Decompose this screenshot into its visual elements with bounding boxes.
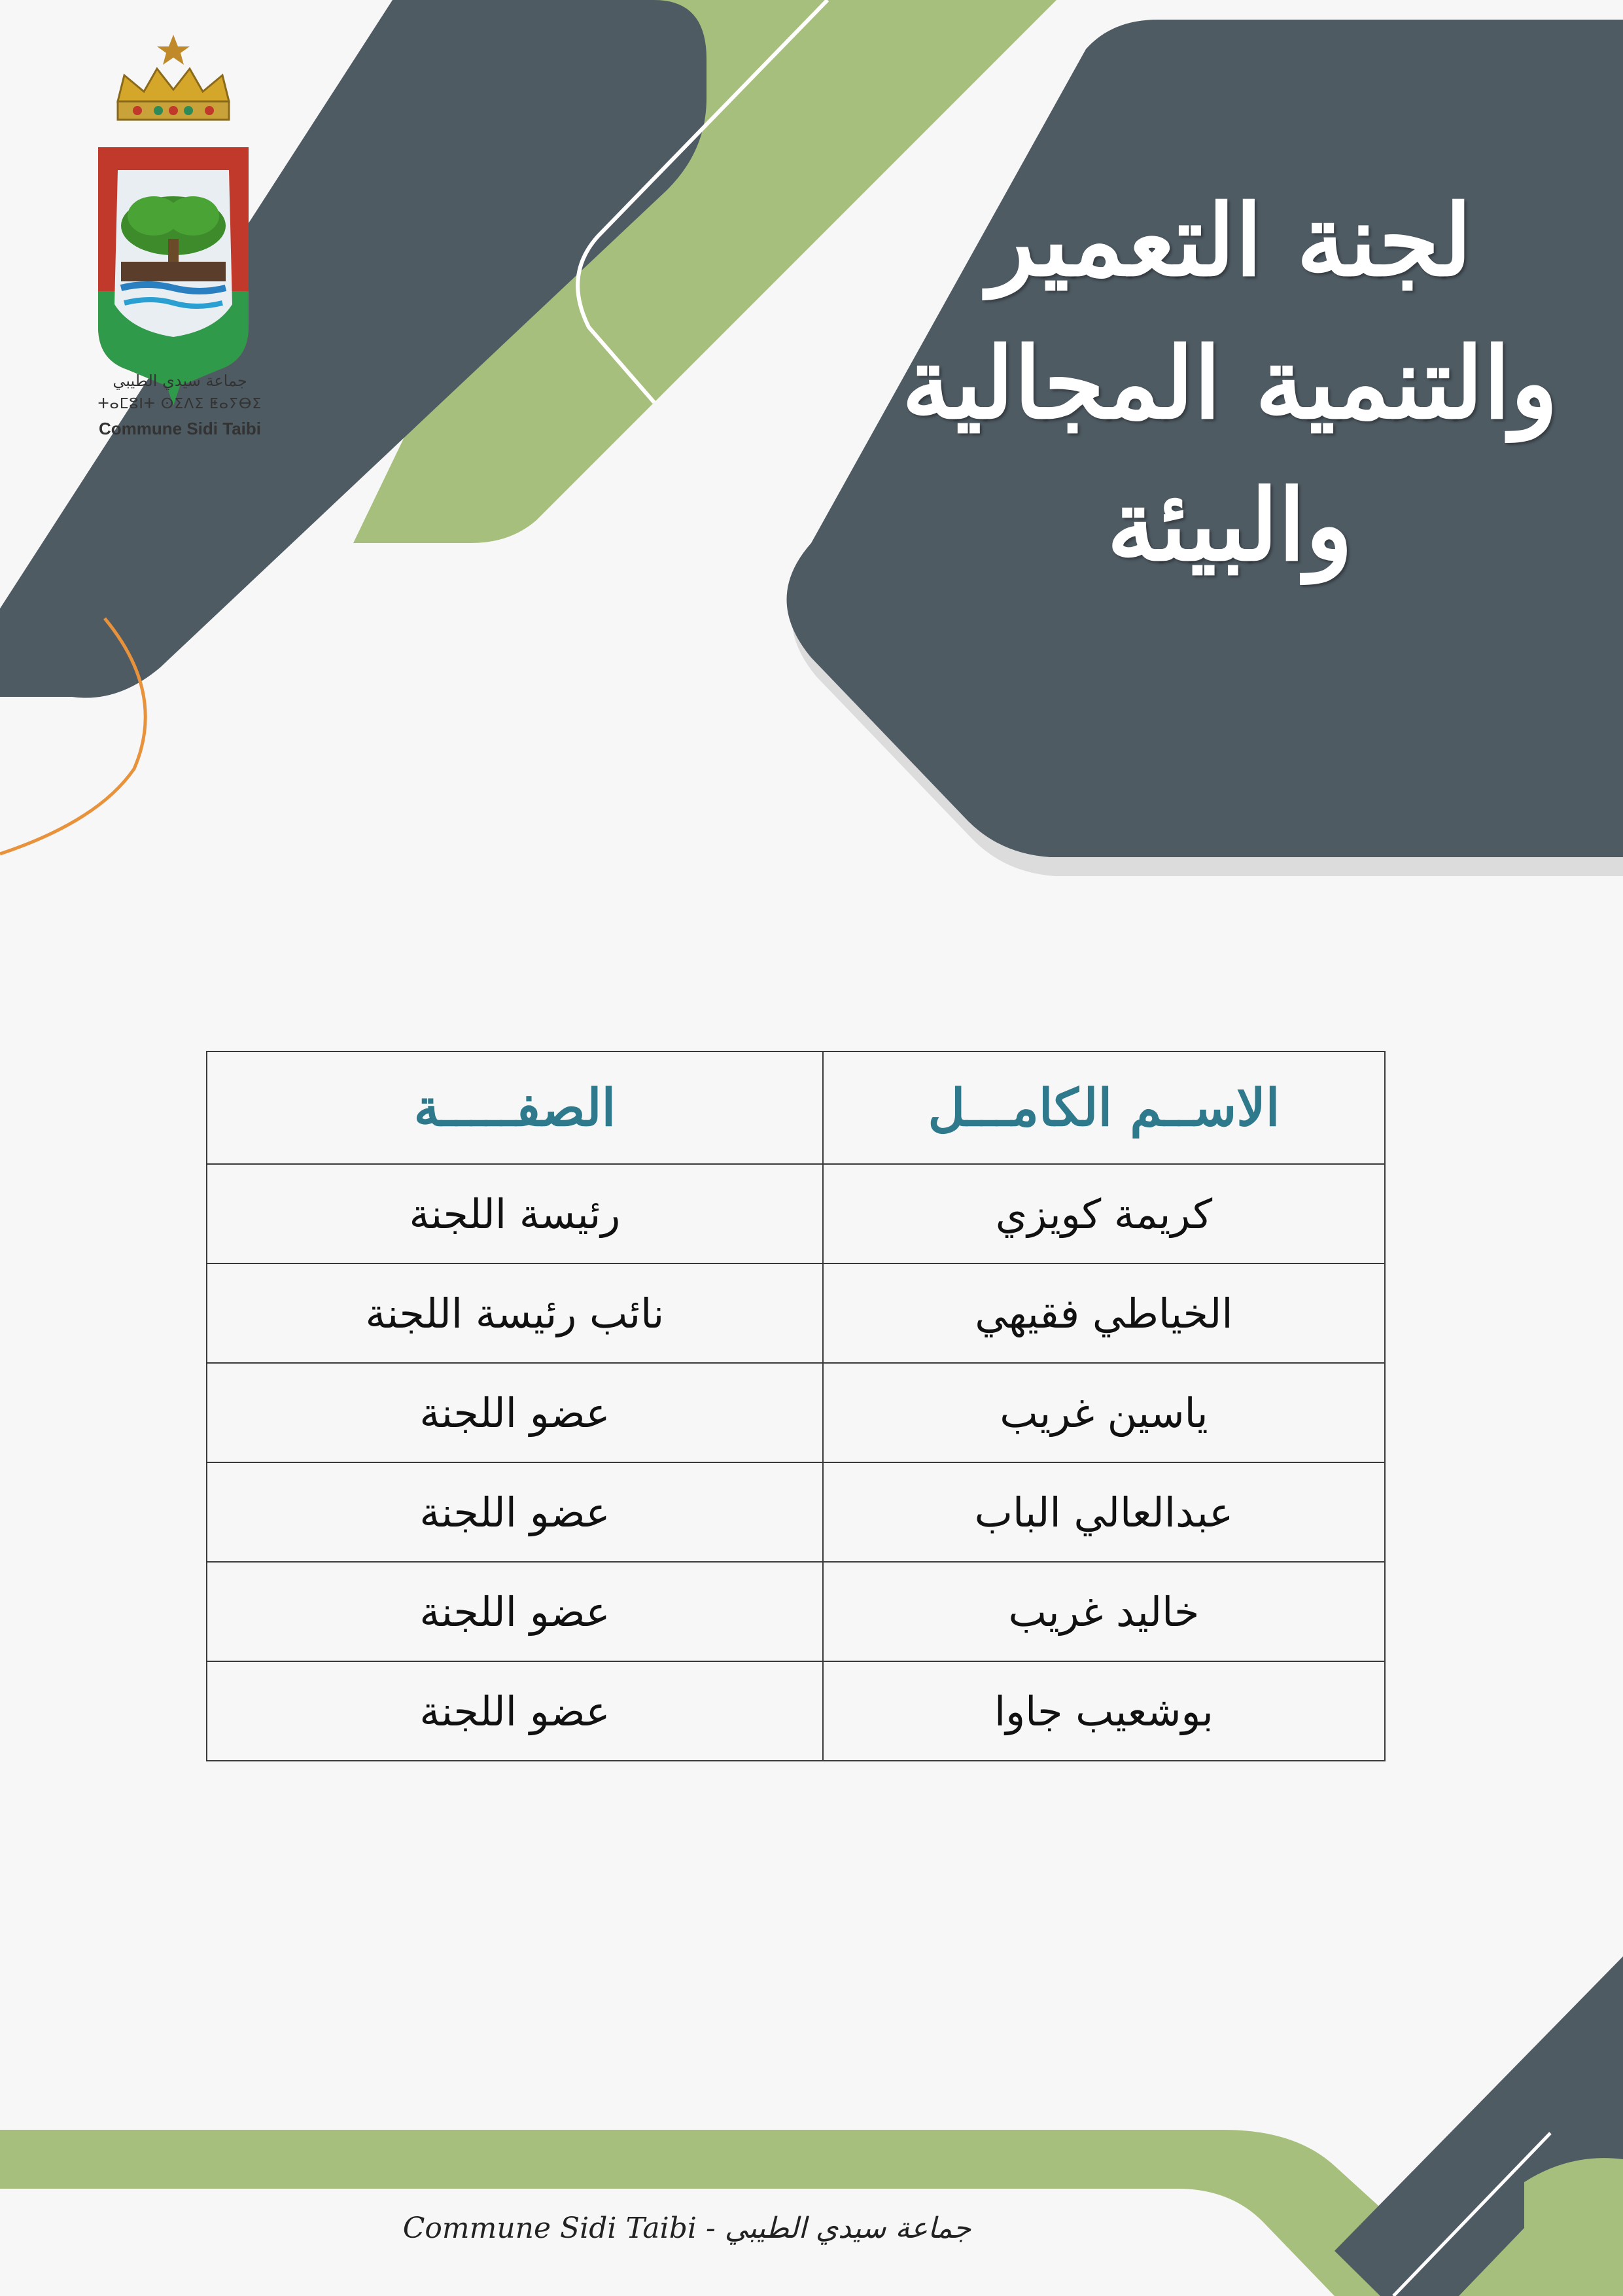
page-title [850, 170, 1609, 597]
table-row [207, 1263, 1385, 1363]
committee-members-table [206, 1051, 1386, 1761]
member-name: الخياطي فقيهي [823, 1263, 1385, 1363]
logo-caption-french: Commune Sidi Taibi [99, 419, 261, 438]
header-full-name: الاســم الكامـــل [823, 1051, 1385, 1164]
logo-caption-tifinagh: ⵜⴰⵎⵓⵏⵜ ⵙⵉⴷⵉ ⵟⴰⵢⴱⵉ [97, 396, 262, 412]
member-role: عضو اللجنة [207, 1661, 823, 1761]
member-name: كريمة كويزي [823, 1164, 1385, 1263]
header-role: الصفـــــة [207, 1051, 823, 1164]
table-row [207, 1363, 1385, 1462]
table-header-row [207, 1051, 1385, 1164]
member-role: عضو اللجنة [207, 1562, 823, 1661]
table-row [207, 1562, 1385, 1661]
title-line-2: والتنمية المجالية [901, 325, 1558, 441]
title-line-1: لجنة التعمير [987, 183, 1473, 298]
member-role: عضو اللجنة [207, 1462, 823, 1562]
member-role: عضو اللجنة [207, 1363, 823, 1462]
member-name: عبدالعالي الباب [823, 1462, 1385, 1562]
logo-caption-arabic: جماعة سيدي الطيبي [113, 372, 247, 390]
member-name: بوشعيب جاوا [823, 1661, 1385, 1761]
member-role: رئيسة اللجنة [207, 1164, 823, 1263]
member-name: ياسين غريب [823, 1363, 1385, 1462]
table-row [207, 1661, 1385, 1761]
footer-text: Commune Sidi Taibi - جماعة سيدي الطيبي [402, 2212, 971, 2245]
member-role: نائب رئيسة اللجنة [207, 1263, 823, 1363]
member-name: خاليد غريب [823, 1562, 1385, 1661]
table-row [207, 1164, 1385, 1263]
title-line-3: والبيئة [1106, 468, 1353, 583]
table-row [207, 1462, 1385, 1562]
